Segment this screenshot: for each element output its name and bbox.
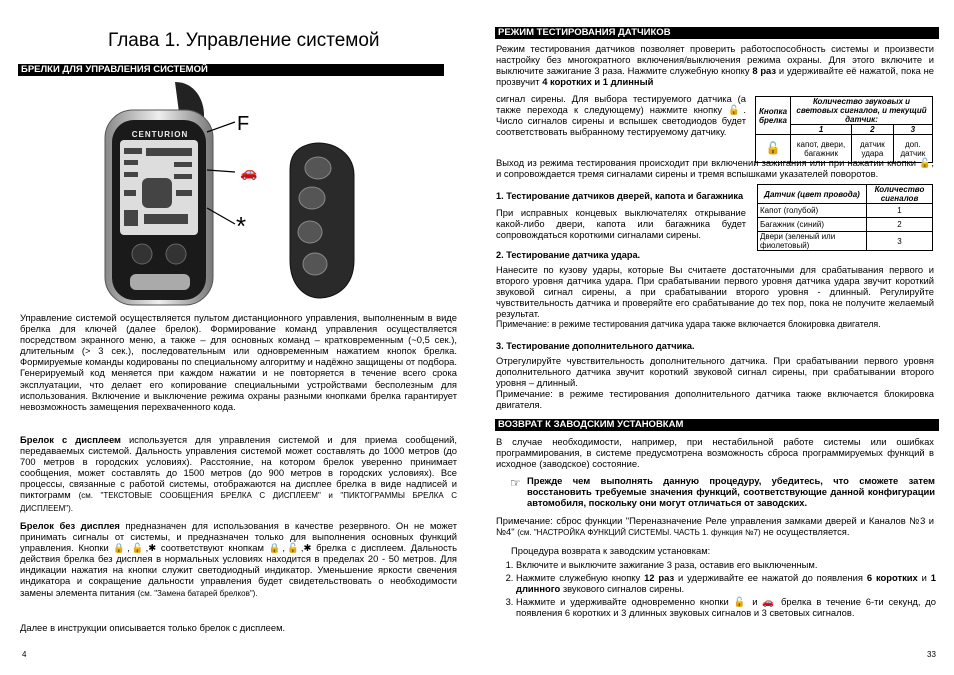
table1-header-button: Кнопка брелка bbox=[756, 97, 791, 135]
table2-count: 2 bbox=[867, 218, 933, 232]
unlock-icon: 🔓 bbox=[919, 157, 932, 168]
procedure-steps bbox=[496, 559, 936, 620]
test1-text: При исправных концевых выключателях открывание какой-либо двери, капота или багажника будет сопровождаться короткими сигналами сирены. bbox=[496, 207, 746, 241]
unlock-icon: 🔓 bbox=[756, 135, 791, 163]
reset-note: Примечание: сброс функции "Переназначение Реле управления замками дверей и Каналов №3 и №4" (см. "НАСТРОЙКА ФУНКЦИЙ СИСТЕМЫ. ЧАСТЬ 1. функция №7) не осуществляется. bbox=[496, 515, 934, 538]
table1-cell: капот, двери, багажник bbox=[791, 135, 852, 163]
test2-text: Нанесите по кузову удары, которые Вы считаете достаточными для срабатывания первого и второго уровня датчика удара. При срабатывании первого уровня датчика удара звучит короткий звуковой сигнал сирены, а при срабатывании второго уровня - длинный. Регулируйте чувствительность датчика и проверяйте его срабатывание до тех пор, пока не получите желаемый результат. Примечание: в режиме тестирования датчика удара также включается блокировка двигателя. bbox=[496, 264, 934, 330]
sensor-wire-table bbox=[757, 184, 933, 251]
signal-count-table bbox=[755, 96, 933, 163]
table1-num: 1 bbox=[791, 125, 852, 135]
testing-intro-bottom: сигнал сирены. Для выбора тестируемого датчика (а также перехода к следующему) нажмите кнопку 🔓. Число сигналов сирены и вспышек светодиодов будет соответствовать выбранному тестируемому датчику. bbox=[496, 93, 746, 138]
page-number-right: 33 bbox=[927, 650, 936, 659]
table2-sensor: Капот (голубой) bbox=[758, 204, 867, 218]
table2-sensor: Двери (зеленый или фиолетовый) bbox=[758, 232, 867, 251]
page-number-left: 4 bbox=[22, 650, 27, 659]
table1-num: 3 bbox=[893, 125, 932, 135]
table1-header-count: Количество звуковых и световых сигналов, и текущий датчик: bbox=[791, 97, 933, 125]
procedure-step-2: 2. Нажмите служебную кнопку 12 раз и удерживайте ее нажатой до появления 6 коротких и 1 длинного звукового сигналов сирены. bbox=[516, 572, 936, 594]
unlock-icon: 🔓 bbox=[728, 104, 744, 116]
test2-title: 2. Тестирование датчика удара. bbox=[496, 250, 641, 260]
table2-count: 3 bbox=[867, 232, 933, 251]
warning-hand-icon: ☞ bbox=[510, 476, 521, 490]
test3-title: 3. Тестирование дополнительного датчика. bbox=[496, 341, 695, 351]
reset-intro: В случае необходимости, например, при нестабильной работе системы или ошибках программирования, в системе предусмотрена возможность сброса программируемых функций в исходное (заводское) состояние. bbox=[496, 436, 934, 470]
left-paragraph-1: Управление системой осуществляется пультом дистанционного управления, выполненным в виде брелка для ключей (далее брелок). Формирование команд управления осуществляется посредством экранного меню, а также – для основных команд – кратковременным (~0,5 сек.), длительным (> 3 сек.), последовательным или одновременным нажатием кнопок брелка. Формируемые команды кодированы по специальному алгоритму и надёжно защищены от подбора. Генерируемый код меняется при каждом нажатии и не повторяется в течение всего срока эксплуатации, что делает его копирование специальными устройствами бесполезным для использования. Включение и выключение режима охраны разными кнопками брелка гарантирует невозможность замещения перехваченного кода. bbox=[20, 312, 457, 412]
table1-cell: датчик удара bbox=[852, 135, 894, 163]
right-page bbox=[477, 0, 954, 675]
car-signal-icon: 🚗 bbox=[762, 596, 777, 608]
procedure-step-1: 1. Включите и выключите зажигание 3 раза, оставив его выключенным. bbox=[516, 559, 936, 570]
table2-header-sensor: Датчик (цвет провода) bbox=[758, 185, 867, 204]
reset-warning: Прежде чем выполнять данную процедуру, убедитесь, что сможете затем восстановить требуемые значения функций, соответствующие данной конфигурации автомобиля, поскольку они могут отличаться от заводских. bbox=[527, 475, 935, 509]
lcd-remote-image bbox=[100, 80, 220, 310]
button-icons-b: 🔒,🔓,✱ bbox=[268, 542, 312, 554]
testing-exit-text: Выход из режима тестирования происходит при включении зажигания или при нажатии кнопки 🔓, и сопровождается тремя сигналами сирены и тремя вспышками указателей поворотов. bbox=[496, 157, 934, 180]
table2-count: 1 bbox=[867, 204, 933, 218]
table1-num: 2 bbox=[852, 125, 894, 135]
test3-text: Отрегулируйте чувствительность дополнительного датчика. При срабатывании первого уровня дополнительного датчика звучит короткий звуковой сигнал сирены, при срабатывании второго уровня – длинный. Примечание: в режиме тестирования дополнительного датчика также включается блокировка двигателя. bbox=[496, 355, 934, 411]
left-paragraph-3: Брелок без дисплея предназначен для использования в качестве резервного. Он не может принимать сигналы от системы, и предназначен только для выполнения основных функций управления. Кнопки 🔒,🔓,✱ соответствуют кнопкам 🔒,🔓,✱ брелка с дисплеем. Дальность действия брелка без дисплея в нормальных условиях находится в пределах 20 - 50 метров. Для индикации нажатия на кнопки служит светодиодный индикатор. Уменьшение яркости свечения индикатора и сокращение дальности управления будет свидетельствовать о необходимости замены элемента питания (см. "Замена батарей брелков"). bbox=[20, 520, 457, 598]
left-paragraph-2: Брелок с дисплеем используется для управления системой и для приема сообщений, передаваемых системой. Дальность управления системой может составлять до 1000 метров (до 700 метров в городских условиях). Расстояние, на котором брелок уверенно принимает сообщения, может составлять до 1500 метров (до 900 метров в городских условиях). Все процессы, связанные с работой системы, отображаются на дисплее брелка в виде надписей и пиктограмм (см. "ТЕКСТОВЫЕ СООБЩЕНИЯ БРЕЛКА С ДИСПЛЕЕМ" и "ПИКТОГРАММЫ БРЕЛКА С ДИСПЛЕЕМ"). bbox=[20, 434, 458, 513]
test1-title: 1. Тестирование датчиков дверей, капота и багажника bbox=[496, 191, 744, 201]
procedure-title: Процедура возврата к заводским установкам: bbox=[511, 545, 711, 556]
table1-cell: доп. датчик bbox=[893, 135, 932, 163]
section-heading-reset: ВОЗВРАТ К ЗАВОДСКИМ УСТАНОВКАМ bbox=[495, 419, 939, 431]
procedure-step-3: 3. Нажмите и удерживайте одновременно кнопки 🔓 и 🚗 брелка в течение 6-ти секунд, до появления 6 коротких и 3 длинных звуковых сигналов и 3 световых сигналов. bbox=[516, 596, 936, 618]
car-signal-icon: 🚗 bbox=[240, 164, 258, 180]
left-paragraph-4: Далее в инструкции описывается только брелок с дисплеем. bbox=[20, 622, 286, 633]
chapter-title: Глава 1. Управление системой bbox=[108, 30, 380, 51]
section-heading-remotes: БРЕЛКИ ДЛЯ УПРАВЛЕНИЯ СИСТЕМОЙ bbox=[18, 64, 444, 76]
table2-header-count: Количество сигналов bbox=[867, 185, 933, 204]
section-heading-testing: РЕЖИМ ТЕСТИРОВАНИЯ ДАТЧИКОВ bbox=[495, 27, 939, 39]
unlock-icon: 🔓 bbox=[733, 596, 748, 608]
brand-label: CENTURION bbox=[131, 130, 189, 139]
table2-sensor: Багажник (синий) bbox=[758, 218, 867, 232]
f-button-label: F bbox=[237, 113, 250, 135]
star-button-label: * bbox=[236, 211, 247, 241]
backup-remote-image bbox=[282, 140, 362, 300]
testing-intro-top: Режим тестирования датчиков позволяет проверить работоспособность системы и произвести настройку без многократного включения/выключения режима охраны. Для этого включите и выключите зажигание 3 раза. Нажмите служебную кнопку 8 раз и удерживайте её нажатой, пока не прозвучит 4 коротких и 1 длинный bbox=[496, 43, 935, 88]
button-icons-a: 🔒,🔓,✱ bbox=[113, 542, 157, 554]
